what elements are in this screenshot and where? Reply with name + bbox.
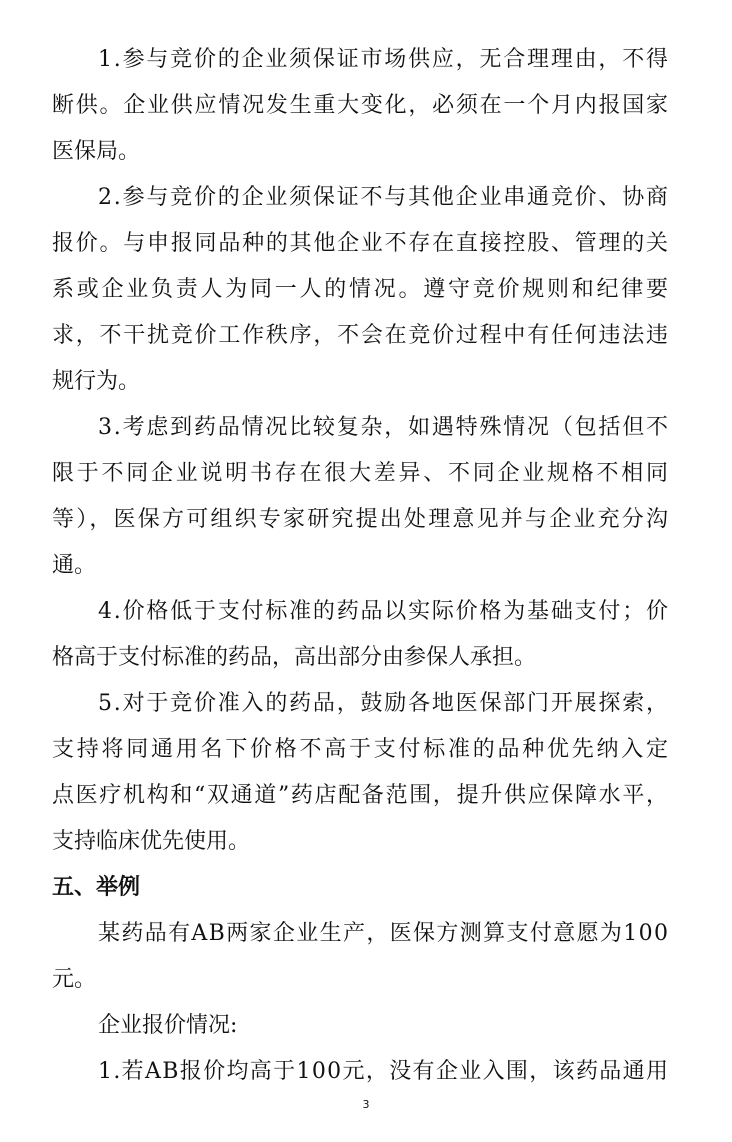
line-text: 4.价格低于支付标准的药品以实际价格为基础支付；价 <box>98 599 670 624</box>
line-text: 断供。企业供应情况发生重大变化，必须在一个月内报国家 <box>52 93 670 118</box>
page-number: 3 <box>362 1098 370 1111</box>
line-text: 某药品有AB两家企业生产，医保方测算支付意愿为100 <box>98 921 670 946</box>
line-text: 元。 <box>52 967 97 992</box>
line-text: 格高于支付标准的药品，高出部分由参保人承担。 <box>52 645 537 670</box>
line-text: 医保局。 <box>52 139 141 164</box>
line-text: 点医疗机构和“双通道”药店配备范围，提升供应保障水平， <box>52 783 670 808</box>
line-text: 3.考虑到药品情况比较复杂，如遇特殊情况（包括但不 <box>98 415 670 440</box>
line-text: 求，不干扰竞价工作秩序，不会在竞价过程中有任何违法违 <box>52 323 670 348</box>
line-text: 2.参与竞价的企业须保证不与其他企业串通竞价、协商 <box>98 185 670 210</box>
heading-text: 五、举例 <box>52 875 141 900</box>
line-text: 支持临床优先使用。 <box>52 829 251 854</box>
line-text: 等），医保方可组织专家研究提出处理意见并与企业充分沟 <box>52 507 671 532</box>
line-text: 支持将同通用名下价格不高于支付标准的品种优先纳入定 <box>52 737 671 762</box>
line-text: 规行为。 <box>52 369 141 394</box>
line-text: 1.参与竞价的企业须保证市场供应，无合理理由，不得 <box>98 47 670 72</box>
line-text: 报价。与申报同品种的其他企业不存在直接控股、管理的关 <box>52 231 670 256</box>
line-text: 5.对于竞价准入的药品，鼓励各地医保部门开展探索， <box>98 691 670 716</box>
line-text: 1.若AB报价均高于100元，没有企业入围，该药品通用 <box>98 1059 670 1084</box>
line-text: 系或企业负责人为同一人的情况。遵守竞价规则和纪律要 <box>52 277 671 302</box>
line-text: 限于不同企业说明书存在很大差异、不同企业规格不相同 <box>52 461 671 486</box>
line-text: 企业报价情况: <box>98 1013 238 1038</box>
line-text: 通。 <box>52 553 97 578</box>
